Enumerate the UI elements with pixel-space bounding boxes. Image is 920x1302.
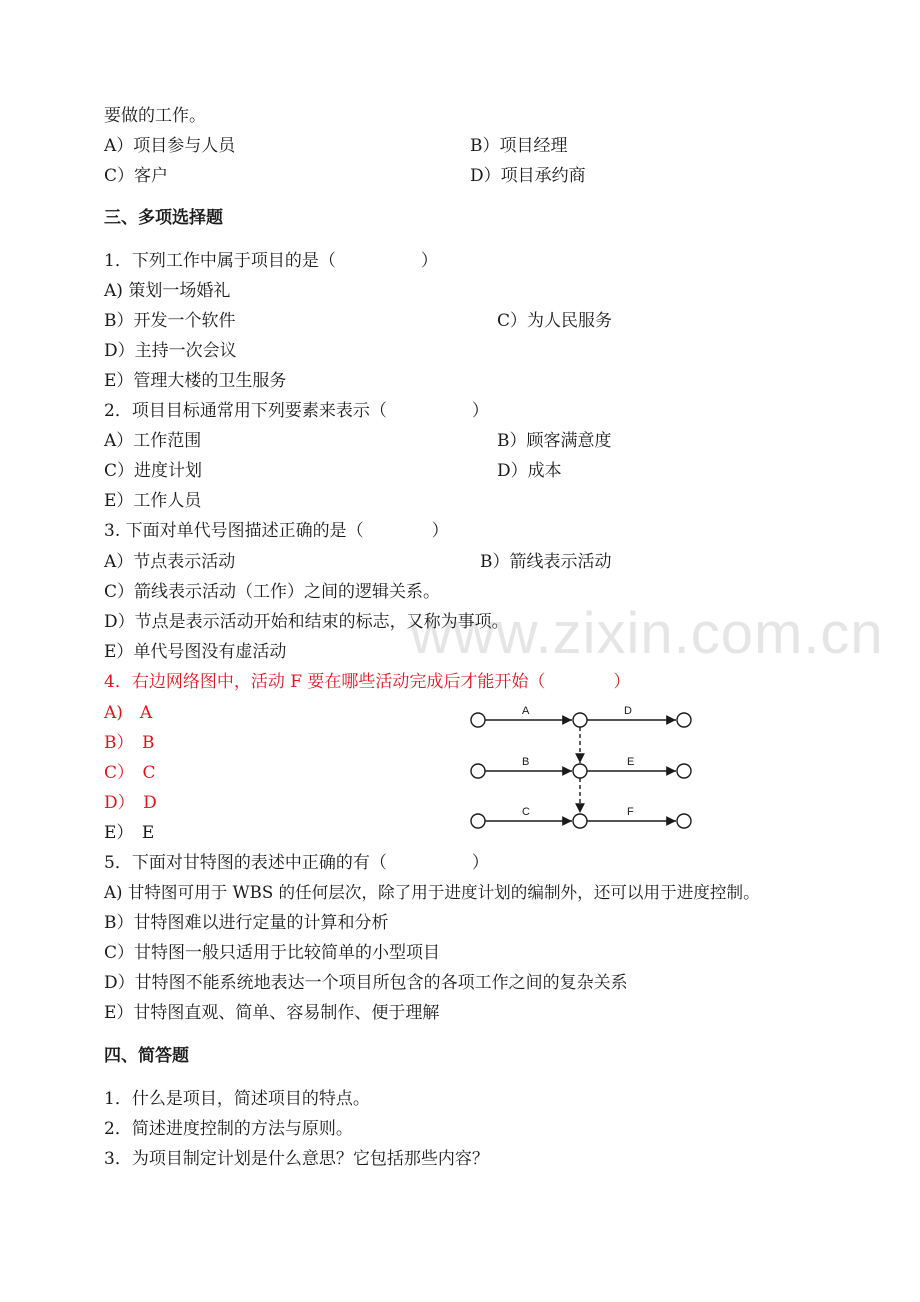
q5-option-e: E）甘特图直观、简单、容易制作、便于理解 [104,1003,440,1023]
q5-option-c: C）甘特图一般只适用于比较简单的小型项目 [104,943,441,963]
q4-option-c: C） C [104,763,156,783]
section-heading-short-answer: 四、简答题 [104,1046,189,1066]
q3-stem: 3. 下面对单代号图描述正确的是（ ） [104,521,449,541]
prev-question-continuation: 要做的工作。 [104,106,206,126]
node-c-end [573,814,587,828]
section-heading-multiple-choice: 三、多项选择题 [104,208,223,228]
watermark: www.zixin.com.cn [410,601,884,666]
q5-option-a: A) 甘特图可用于 WBS 的任何层次，除了用于进度计划的编制外，还可以用于进度控制。 [104,883,760,902]
q4-option-e: E） E [104,823,155,843]
q4-option-b: B） B [104,733,155,753]
q1-stem: 1．下列工作中属于项目的是（ ） [104,251,438,271]
node-f-end [677,814,691,828]
q5-option-b: B）甘特图难以进行定量的计算和分析 [104,913,389,933]
node-d-end [677,713,691,727]
label-activity-b: B [522,756,530,768]
node-start-c [471,814,485,828]
label-activity-d: D [624,705,632,717]
short-answer-item: 3．为项目制定计划是什么意思？它包括那些内容？ [104,1149,489,1169]
q5-option-d: D）甘特图不能系统地表达一个项目所包含的各项工作之间的复杂关系 [104,973,628,993]
q2-option-b: B）顾客满意度 [497,431,612,451]
q1-option-e: E）管理大楼的卫生服务 [104,371,287,391]
node-start-b [471,764,485,778]
q2-option-e: E）工作人员 [104,491,202,511]
q3-option-a: A）节点表示活动 [104,552,236,572]
label-activity-a: A [522,705,530,717]
q1-option-c: C）为人民服务 [497,311,613,331]
label-activity-f: F [627,806,634,818]
q2-option-d: D）成本 [497,461,562,481]
node-e-end [677,764,691,778]
q2-stem: 2．项目目标通常用下列要素来表示（ ） [104,401,489,421]
q4-option-d: D） D [104,793,157,813]
q2-option-c: C）进度计划 [104,461,203,481]
q2-option-a: A）工作范围 [104,431,202,451]
node-start-a [471,713,485,727]
prev-option-b: B）项目经理 [470,136,568,156]
q1-option-d: D）主持一次会议 [104,341,237,361]
prev-option-c: C）客户 [104,166,169,186]
q4-stem: 4．右边网络图中，活动 F 要在哪些活动完成后才能开始（ ） [104,672,631,692]
label-activity-c: C [522,806,530,818]
q1-option-a: A) 策划一场婚礼 [104,281,231,301]
short-answer-item: 2．简述进度控制的方法与原则。 [104,1119,353,1139]
q3-option-e: E）单代号图没有虚活动 [104,642,287,662]
q4-option-a: A) A [104,703,153,723]
q5-stem: 5．下面对甘特图的表述中正确的有（ ） [104,853,489,873]
q1-option-b: B）开发一个软件 [104,311,236,331]
q3-option-c: C）箭线表示活动（工作）之间的逻辑关系。 [104,582,441,602]
node-a-end [573,713,587,727]
node-b-end [573,764,587,778]
q3-option-d: D）节点是表示活动开始和结束的标志，又称为事项。 [104,612,509,632]
short-answer-item: 1．什么是项目，简述项目的特点。 [104,1089,370,1109]
prev-option-d: D）项目承约商 [470,166,586,186]
label-activity-e: E [627,756,635,768]
q3-option-b: B）箭线表示活动 [480,552,612,572]
prev-option-a: A）项目参与人员 [104,136,236,156]
activity-network-diagram [462,694,698,840]
